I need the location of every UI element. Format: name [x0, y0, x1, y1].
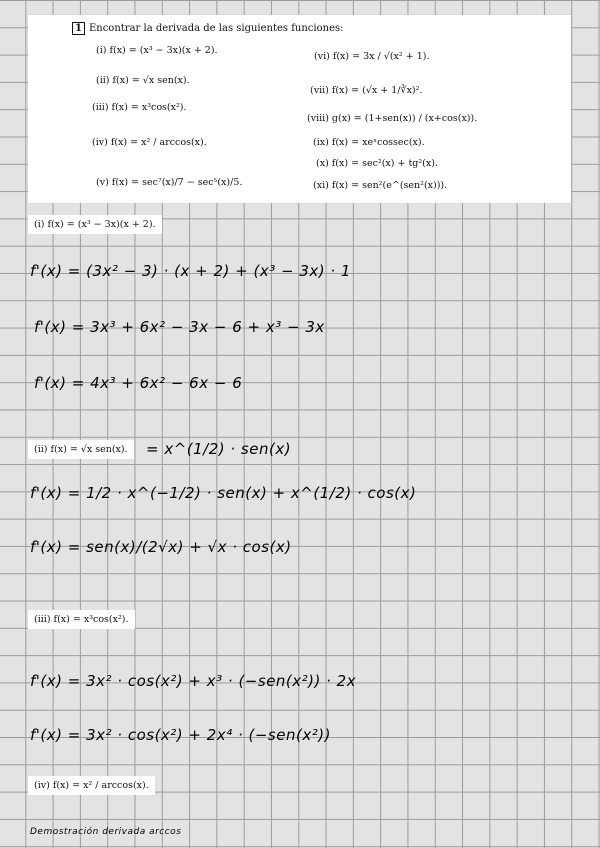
function-i: (i) f(x) = (x³ − 3x)(x + 2). [96, 45, 218, 56]
problem-title: Encontrar la derivada de las siguientes funciones: [88, 23, 344, 34]
handwriting-i-line3: f'(x) = 4x³ + 6x² − 6x − 6 [34, 374, 243, 392]
problem-sheet [28, 15, 571, 203]
handwriting-ii-line1: f'(x) = 1/2 · x^(−1/2) · sen(x) + x^(1/2) · cos(x) [30, 484, 417, 502]
label-ii: (ii) f(x) = √x sen(x). [28, 440, 134, 459]
handwriting-iv-note: Demostración derivada arccos [30, 827, 182, 837]
function-v: (v) f(x) = sec⁷(x)/7 − sec⁵(x)/5. [96, 177, 243, 188]
function-vi: (vi) f(x) = 3x / √(x² + 1). [314, 51, 430, 62]
label-iv: (iv) f(x) = x² / arccos(x). [28, 776, 155, 795]
handwriting-ii-line2: f'(x) = sen(x)/(2√x) + √x · cos(x) [30, 538, 292, 556]
handwriting-i-line1: f'(x) = (3x² − 3) · (x + 2) + (x³ − 3x) · 1 [30, 262, 351, 280]
function-xi: (xi) f(x) = sen²(e^(sen²(x))). [313, 180, 448, 191]
handwriting-iii-line2: f'(x) = 3x² · cos(x²) + 2x⁴ · (−sen(x²)) [30, 726, 331, 744]
function-ix: (ix) f(x) = xeˣcossec(x). [313, 137, 425, 148]
function-vii: (vii) f(x) = (√x + 1/∛x)². [310, 85, 423, 96]
handwriting-iii-line1: f'(x) = 3x² · cos(x²) + x³ · (−sen(x²)) · 2x [30, 672, 357, 690]
function-iv: (iv) f(x) = x² / arccos(x). [92, 137, 207, 148]
function-ii: (ii) f(x) = √x sen(x). [96, 75, 190, 86]
label-iii: (iii) f(x) = x³cos(x²). [28, 610, 135, 629]
label-i: (i) f(x) = (x³ − 3x)(x + 2). [28, 215, 162, 234]
function-x: (x) f(x) = sec²(x) + tg²(x). [316, 158, 438, 169]
handwriting-i-line2: f'(x) = 3x³ + 6x² − 3x − 6 + x³ − 3x [34, 318, 325, 336]
handwriting-ii-rewrite: = x^(1/2) · sen(x) [146, 440, 292, 458]
problem-number: 1 [72, 22, 85, 35]
function-viii: (viii) g(x) = (1+sen(x)) / (x+cos(x)). [307, 113, 478, 124]
problem-heading [72, 22, 344, 35]
function-iii: (iii) f(x) = x³cos(x²). [92, 102, 187, 113]
